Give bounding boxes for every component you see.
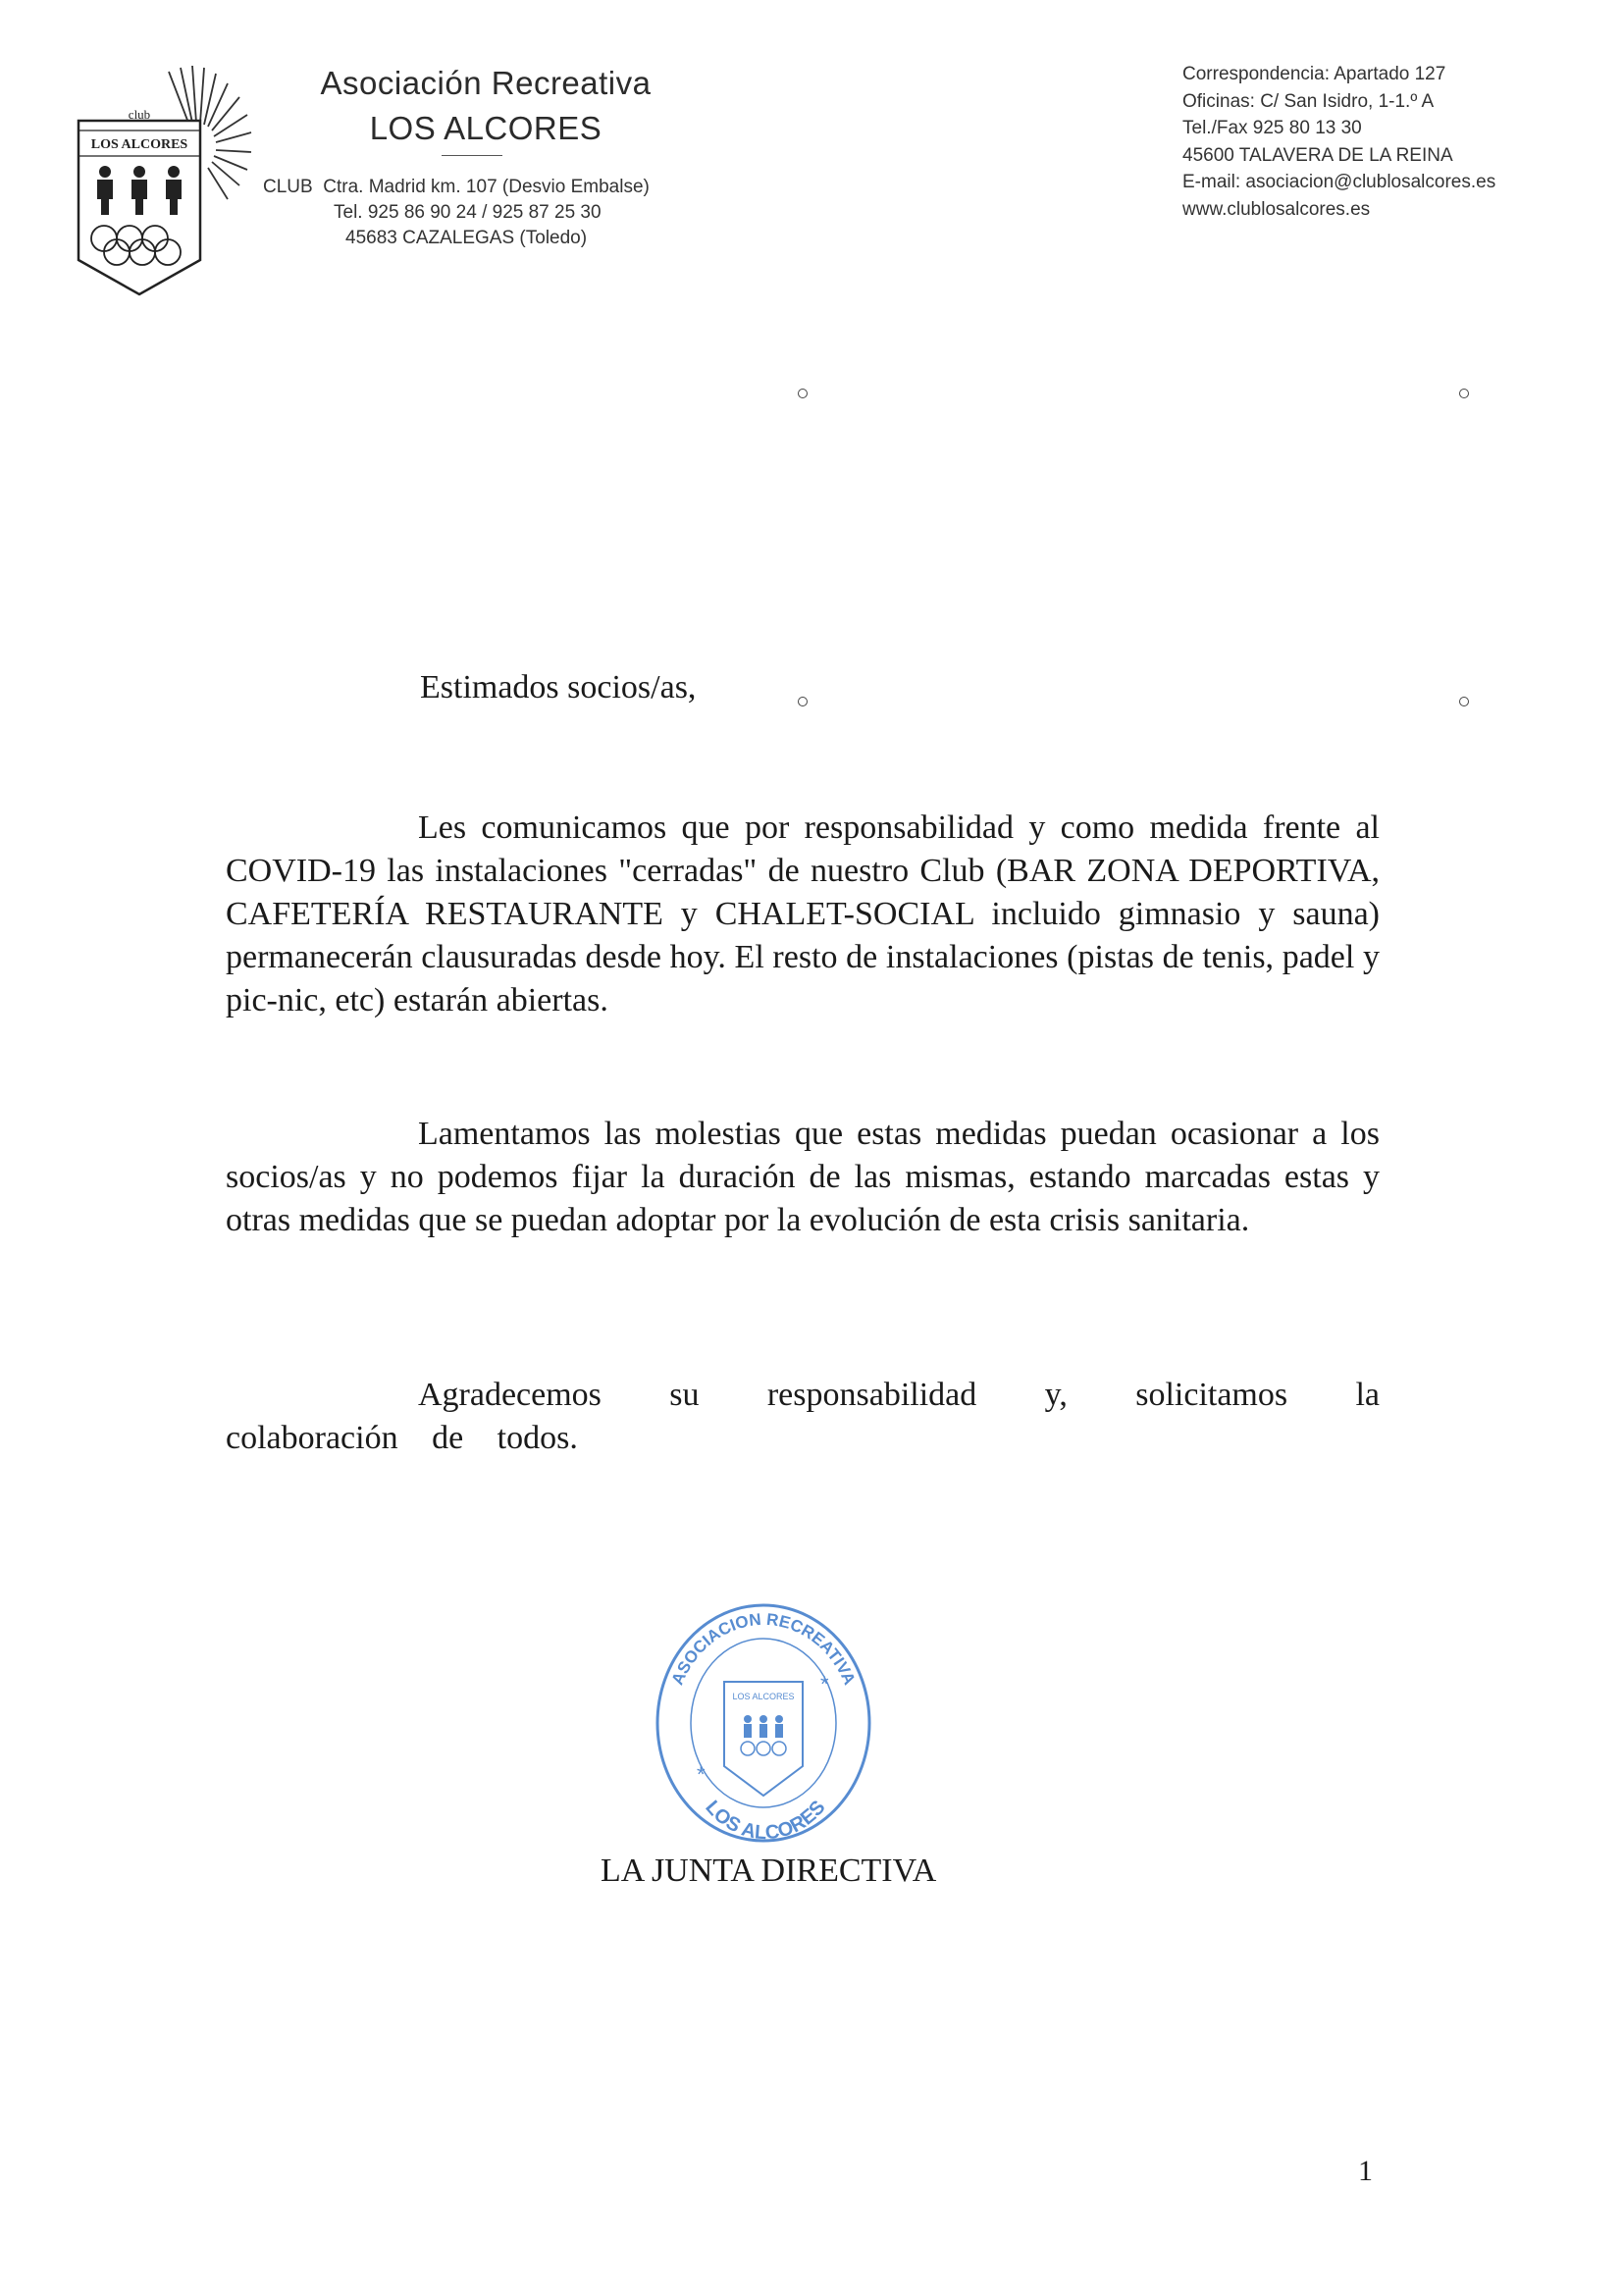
salutation: Estimados socios/as, — [420, 669, 697, 705]
paragraph-3-text: Agradecemos su responsabilidad y, solicitamos la colaboración de todos. — [226, 1377, 1380, 1456]
scan-dot — [1459, 389, 1469, 398]
svg-text:*: * — [697, 1762, 706, 1787]
logo-club-name: LOS ALCORES — [90, 137, 188, 152]
page-number: 1 — [1358, 2155, 1373, 2187]
club-address-line3: 45683 CAZALEGAS (Toledo) — [345, 228, 588, 248]
club-address — [263, 175, 724, 251]
paragraph-1 — [226, 807, 1380, 1022]
correspondence-line2: Oficinas: C/ San Isidro, 1-1.º A — [1182, 90, 1435, 112]
organization-name-rule — [442, 155, 502, 156]
signature: LA JUNTA DIRECTIVA — [601, 1852, 937, 1889]
scan-dot — [1459, 697, 1469, 706]
correspondence-line4: 45600 TALAVERA DE LA REINA — [1182, 144, 1453, 166]
club-address-line2: Tel. 925 86 90 24 / 925 87 25 30 — [334, 202, 602, 223]
correspondence-line1: Correspondencia: Apartado 127 — [1182, 64, 1446, 84]
svg-text:*: * — [820, 1672, 829, 1696]
paragraph-2-text: Lamentamos las molestias que estas medidas puedan ocasionar a los socios/as y no podemos fijar la duración de las mismas, estando marcadas estas y otras medidas que se puedan adoptar por la evolución de esta crisis sanitaria. — [226, 1116, 1380, 1238]
paragraph-2 — [226, 1113, 1380, 1242]
paragraph-3 — [226, 1374, 1380, 1460]
scan-dot — [798, 697, 808, 706]
logo-club-word: club — [128, 107, 151, 122]
club-shield-logo-icon — [71, 54, 267, 299]
association-stamp-icon — [648, 1586, 879, 1854]
organization-name — [255, 63, 716, 149]
correspondence-block — [1182, 61, 1595, 223]
stamp-inner-text: LOS ALCORES — [732, 1692, 795, 1701]
stamp-bottom-text: LOS ALCORES — [701, 1796, 830, 1845]
svg-text:ASOCIACION RECREATIVA — [668, 1610, 860, 1688]
correspondence-email: E-mail: asociacion@clublosalcores.es — [1182, 172, 1496, 192]
organization-name-line2: LOS ALCORES — [369, 110, 602, 146]
paragraph-1-text: Les comunicamos que por responsabilidad y como medida frente al COVID-19 las instalaciones "cerradas" de nuestro Club (BAR ZONA DEPORTIVA, CAFETERÍA RESTAURANTE y CHALET-SOCIAL incluido gimnasio y sauna) permanecerán clausuradas desde hoy. El resto de instalaciones (pistas de tenis, padel y pic-nic, etc) estarán abiertas. — [226, 809, 1380, 1018]
organization-name-line1: Asociación Recreativa — [320, 65, 652, 101]
svg-text:LOS ALCORES — [701, 1797, 829, 1844]
stamp-top-text: ASOCIACION RECREATIVA — [667, 1609, 860, 1688]
correspondence-website: www.clublosalcores.es — [1182, 198, 1371, 220]
scan-dot — [798, 389, 808, 398]
correspondence-line3: Tel./Fax 925 80 13 30 — [1182, 118, 1362, 138]
club-address-line1: CLUB Ctra. Madrid km. 107 (Desvio Embalse) — [263, 177, 650, 197]
